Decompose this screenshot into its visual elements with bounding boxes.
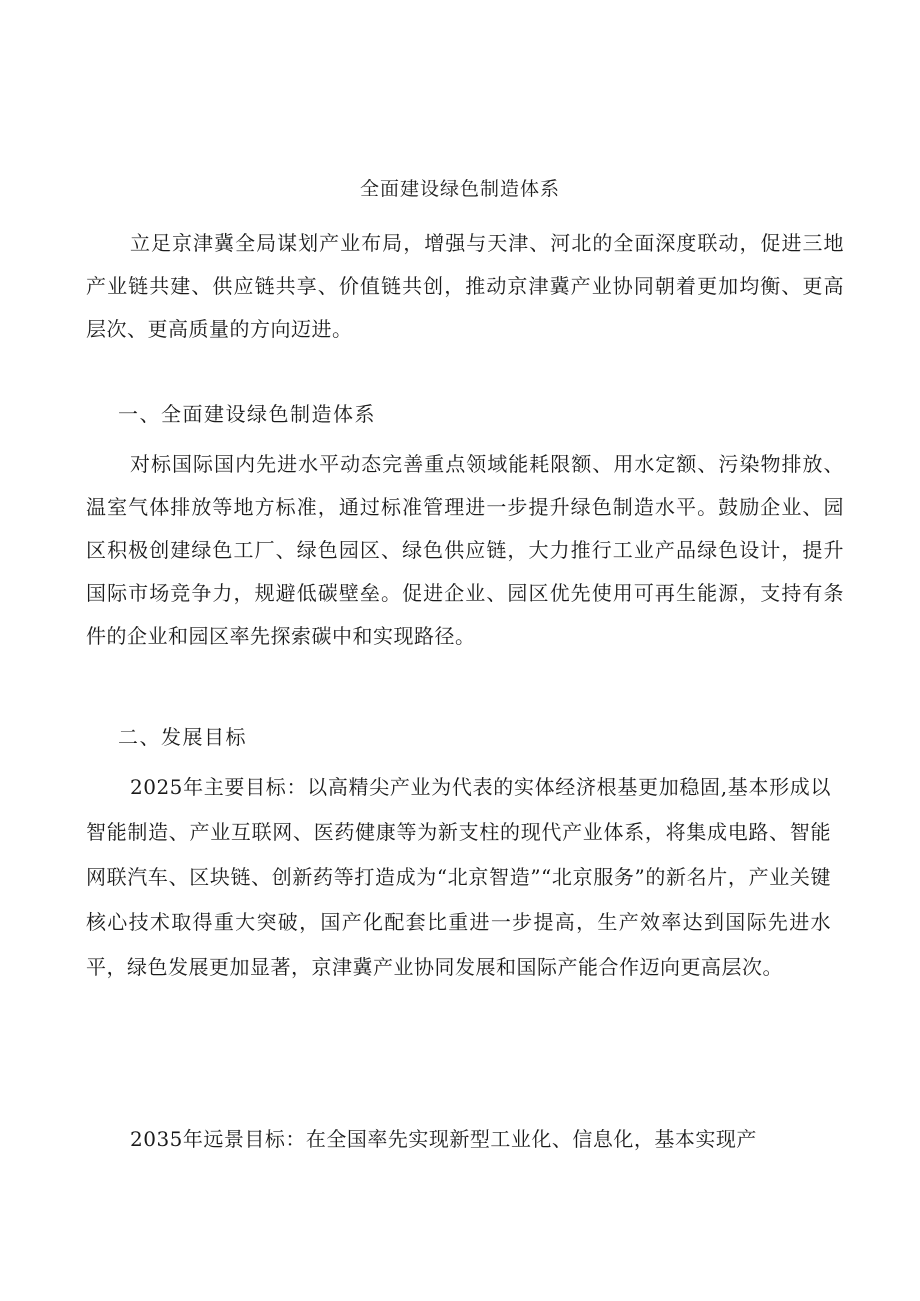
- goal-2025-paragraph: 2025年主要目标：以高精尖产业为代表的实体经济根基更加稳固,基本形成以智能制造、产业互联网、医药健康等为新支柱的现代产业体系，将集成电路、智能网联汽车、区块链、创新药等打造成为“北京智造”“北京服务”的新名片，产业关键核心技术取得重大突破，国产化配套比重进一步提高，生产效率达到国际先进水平，绿色发展更加显著，京津冀产业协同发展和国际产能合作迈向更高层次。: [86, 775, 831, 979]
- section-heading-1: 一、全面建设绿色制造体系: [118, 402, 376, 426]
- intro-paragraph: 立足京津冀全局谋划产业布局，增强与天津、河北的全面深度联动，促进三地产业链共建、供应链共享、价值链共创，推动京津冀产业协同朝着更加均衡、更高层次、更高质量的方向迈进。: [86, 231, 844, 341]
- section-heading-2: 二、发展目标: [118, 725, 247, 749]
- goal-2035-paragraph: 2035年远景目标：在全国率先实现新型工业化、信息化，基本实现产: [130, 1127, 757, 1151]
- section-1-paragraph: 对标国际国内先进水平动态完善重点领域能耗限额、用水定额、污染物排放、温室气体排放等地方标准，通过标准管理进一步提升绿色制造水平。鼓励企业、园区积极创建绿色工厂、绿色园区、绿色供应链，大力推行工业产品绿色设计，提升国际市场竞争力，规避低碳壁垒。促进企业、园区优先使用可再生能源，支持有条件的企业和园区率先探索碳中和实现路径。: [86, 452, 844, 648]
- document-title: 全面建设绿色制造体系: [359, 178, 560, 200]
